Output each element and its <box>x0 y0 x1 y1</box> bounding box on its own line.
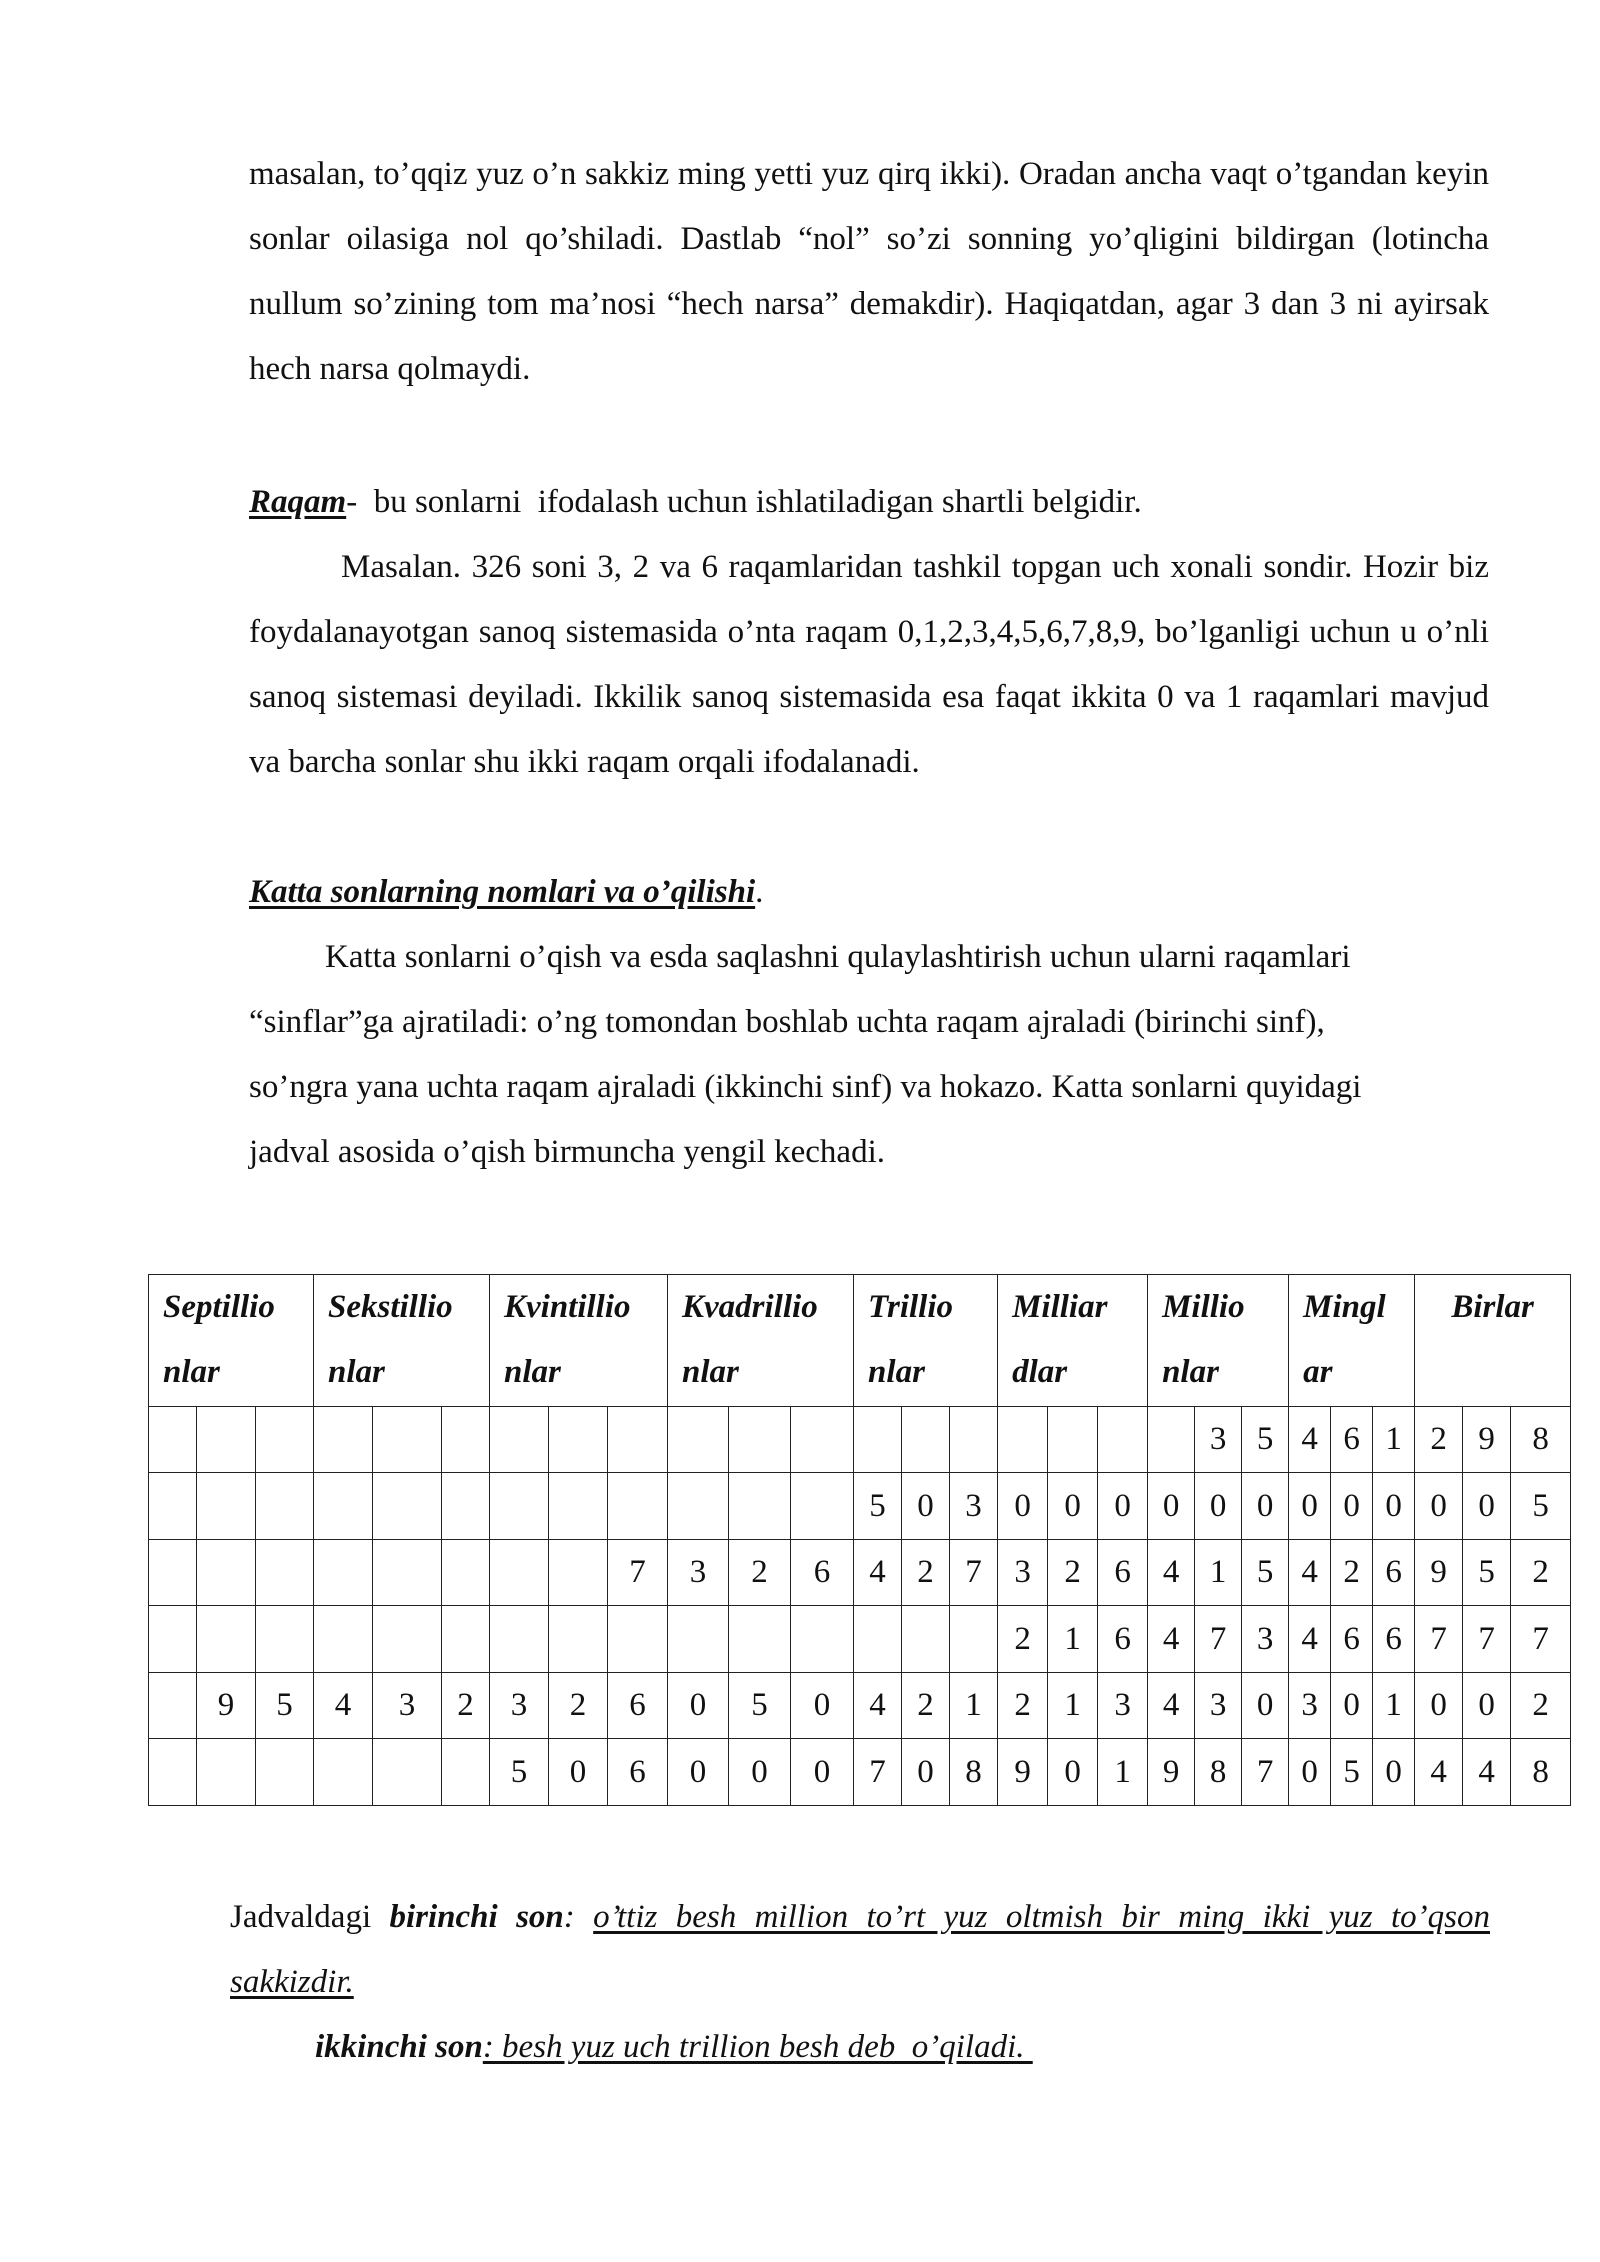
digit-cell: 0 <box>1289 1473 1331 1540</box>
reading-second-number <box>315 2015 1575 2080</box>
paragraph-raqam-definition <box>249 470 1489 535</box>
digit-cell <box>314 1606 373 1673</box>
digit-cell: 2 <box>902 1672 950 1739</box>
digit-cell: 0 <box>668 1739 729 1806</box>
term-raqam-dash: - <box>346 484 358 520</box>
digit-cell: 1 <box>1373 1406 1415 1473</box>
paragraph-katta-sonlar <box>249 925 1419 1185</box>
digit-cell: 3 <box>668 1539 729 1606</box>
class-header-line2: nlar <box>328 1354 385 1390</box>
digit-cell: 0 <box>902 1739 950 1806</box>
digit-cell: 0 <box>668 1672 729 1739</box>
digit-cell: 6 <box>1098 1606 1148 1673</box>
class-header-line1: Kvadrillio <box>682 1289 818 1325</box>
digit-cell <box>668 1606 729 1673</box>
digit-cell <box>549 1606 608 1673</box>
class-header-line2: nlar <box>504 1354 561 1390</box>
reading-first-text: o’ttiz besh million to’rt yuz oltmish bir ming ikki yuz to’qson sakkizdir. <box>230 1899 1490 2000</box>
table-row <box>149 1672 1571 1739</box>
digit-cell <box>902 1606 950 1673</box>
digit-cell <box>442 1539 490 1606</box>
paragraph-nol <box>249 142 1489 402</box>
digit-cell: 0 <box>1373 1473 1415 1540</box>
digit-cell: 7 <box>1463 1606 1511 1673</box>
class-header-line1: Mingl <box>1303 1289 1386 1325</box>
paragraph-katta-sonlar-text: Katta sonlarni o’qish va esda saqlashni qulaylashtirish uchun ularni raqamlari “sinflar”ga ajratiladi: o’ng tomondan boshlab uchta raqam ajraladi (birinchi sinf), so’ngra yana uchta raqam ajraladi (ikkinchi sinf) va hokazo. Katta sonlarni quyidagi jadval asosida o’qish birmuncha yengil kechadi. <box>249 939 1362 1170</box>
digit-cell <box>373 1406 442 1473</box>
class-header-4 <box>854 1275 998 1407</box>
digit-cell: 6 <box>1331 1406 1373 1473</box>
digit-cell <box>149 1406 197 1473</box>
digit-cell: 9 <box>998 1739 1048 1806</box>
class-header-line1: Birlar <box>1451 1289 1534 1325</box>
digit-cell: 0 <box>791 1739 854 1806</box>
class-header-6 <box>1148 1275 1289 1407</box>
digit-cell: 3 <box>950 1473 998 1540</box>
digit-cell: 0 <box>549 1739 608 1806</box>
digit-cell <box>729 1406 791 1473</box>
digit-cell <box>1098 1406 1148 1473</box>
digit-cell: 4 <box>1148 1606 1195 1673</box>
digit-cell <box>791 1606 854 1673</box>
digit-cell: 2 <box>729 1539 791 1606</box>
digit-cell: 4 <box>1289 1539 1331 1606</box>
digit-cell <box>442 1606 490 1673</box>
class-header-line2: dlar <box>1012 1354 1068 1390</box>
section-heading <box>249 860 1489 925</box>
digit-cell: 0 <box>1242 1473 1289 1540</box>
digit-cell <box>197 1539 256 1606</box>
digit-cell <box>490 1606 549 1673</box>
digit-cell: 7 <box>1242 1739 1289 1806</box>
digit-cell: 4 <box>1415 1739 1463 1806</box>
digit-cell: 3 <box>1242 1606 1289 1673</box>
digit-cell: 2 <box>902 1539 950 1606</box>
digit-cell <box>197 1406 256 1473</box>
reading-first-number <box>230 1885 1490 2015</box>
raqam-definition-text: bu sonlarni ifodalash uchun ishlatiladigan shartli belgidir. <box>357 484 1142 520</box>
table-row <box>149 1406 1571 1473</box>
digit-cell <box>490 1406 549 1473</box>
digit-cell: 4 <box>1463 1739 1511 1806</box>
class-header-line1: Millio <box>1162 1289 1245 1325</box>
digit-cell: 0 <box>1463 1672 1511 1739</box>
reading-second-text: : besh yuz uch trillion besh deb o’qiladi. <box>482 2029 1033 2065</box>
class-header-line2: nlar <box>1162 1354 1219 1390</box>
digit-cell: 6 <box>791 1539 854 1606</box>
digit-cell <box>256 1406 314 1473</box>
digit-cell: 1 <box>1048 1672 1098 1739</box>
digit-cell: 0 <box>1048 1473 1098 1540</box>
digit-cell: 8 <box>1511 1739 1571 1806</box>
digit-cell <box>373 1473 442 1540</box>
section-heading-text: Katta sonlarning nomlari va o’qilishi <box>249 874 756 910</box>
digit-cell: 7 <box>608 1539 668 1606</box>
digit-cell <box>373 1539 442 1606</box>
table-row <box>149 1739 1571 1806</box>
digit-cell: 6 <box>1098 1539 1148 1606</box>
digit-cell: 0 <box>729 1739 791 1806</box>
digit-cell <box>1148 1406 1195 1473</box>
digit-cell: 9 <box>1148 1739 1195 1806</box>
digit-cell <box>149 1539 197 1606</box>
digit-cell: 9 <box>1415 1539 1463 1606</box>
digit-cell <box>608 1473 668 1540</box>
digit-cell <box>549 1406 608 1473</box>
table-row <box>149 1606 1571 1673</box>
digit-cell <box>197 1473 256 1540</box>
digit-cell <box>373 1606 442 1673</box>
class-header-line2: nlar <box>682 1354 739 1390</box>
digit-cell: 3 <box>373 1672 442 1739</box>
digit-cell: 3 <box>1098 1672 1148 1739</box>
digit-cell: 5 <box>729 1672 791 1739</box>
digit-cell: 0 <box>1415 1473 1463 1540</box>
digit-cell: 5 <box>854 1473 902 1540</box>
digit-cell: 0 <box>1415 1672 1463 1739</box>
digit-cell <box>608 1606 668 1673</box>
digit-cell: 7 <box>1195 1606 1242 1673</box>
digit-cell: 8 <box>1511 1406 1571 1473</box>
reading-first-lead: Jadvaldagi <box>230 1899 390 1935</box>
digit-cell: 4 <box>854 1539 902 1606</box>
digit-cell <box>950 1406 998 1473</box>
digit-cell <box>442 1739 490 1806</box>
digit-cell: 6 <box>1373 1539 1415 1606</box>
digit-cell: 1 <box>1048 1606 1098 1673</box>
digit-cell: 7 <box>950 1539 998 1606</box>
digit-cell: 1 <box>950 1672 998 1739</box>
term-raqam: Raqam <box>249 484 347 520</box>
digit-cell: 7 <box>1415 1606 1463 1673</box>
digit-cell <box>256 1606 314 1673</box>
digit-cell <box>729 1473 791 1540</box>
digit-cell: 9 <box>1463 1406 1511 1473</box>
digit-cell <box>149 1473 197 1540</box>
digit-cell: 4 <box>1289 1606 1331 1673</box>
digit-cell: 2 <box>998 1606 1048 1673</box>
class-header-2 <box>490 1275 668 1407</box>
digit-cell <box>549 1539 608 1606</box>
digit-cell <box>256 1473 314 1540</box>
digit-cell: 3 <box>490 1672 549 1739</box>
digit-cell <box>490 1539 549 1606</box>
section-heading-dot: . <box>755 874 764 910</box>
digit-cell: 2 <box>1511 1539 1571 1606</box>
digit-cell: 0 <box>1331 1473 1373 1540</box>
class-header-line1: Kvintillio <box>504 1289 631 1325</box>
digit-cell: 5 <box>1242 1539 1289 1606</box>
digit-cell <box>854 1406 902 1473</box>
class-header-line2: ar <box>1303 1354 1333 1390</box>
digit-cell: 1 <box>1195 1539 1242 1606</box>
digit-cell <box>490 1473 549 1540</box>
digit-cell: 0 <box>1242 1672 1289 1739</box>
class-header-3 <box>668 1275 854 1407</box>
table-row <box>149 1473 1571 1540</box>
digit-cell <box>149 1739 197 1806</box>
digit-cell: 4 <box>1148 1672 1195 1739</box>
digit-cell: 5 <box>1242 1406 1289 1473</box>
digit-cell: 2 <box>1331 1539 1373 1606</box>
digit-cell: 0 <box>1289 1739 1331 1806</box>
digit-cell <box>668 1406 729 1473</box>
digit-cell: 6 <box>608 1739 668 1806</box>
table-row <box>149 1539 1571 1606</box>
reading-first-label: birinchi son <box>389 1899 564 1935</box>
digit-cell: 8 <box>1195 1739 1242 1806</box>
digit-cell <box>314 1473 373 1540</box>
digit-cell <box>442 1406 490 1473</box>
digit-cell: 6 <box>1331 1606 1373 1673</box>
digit-cell: 5 <box>256 1672 314 1739</box>
digit-cell: 3 <box>1289 1672 1331 1739</box>
digit-cell <box>902 1406 950 1473</box>
digit-cell: 0 <box>791 1672 854 1739</box>
digit-cell <box>314 1739 373 1806</box>
digit-cell: 1 <box>1373 1672 1415 1739</box>
digit-cell: 0 <box>1373 1739 1415 1806</box>
digit-cell: 0 <box>1048 1739 1098 1806</box>
digit-cell: 2 <box>442 1672 490 1739</box>
digit-cell <box>442 1473 490 1540</box>
digit-cell: 3 <box>1195 1672 1242 1739</box>
digit-cell <box>314 1539 373 1606</box>
digit-cell: 3 <box>998 1539 1048 1606</box>
digit-cell <box>549 1473 608 1540</box>
digit-cell <box>668 1473 729 1540</box>
digit-cell <box>314 1406 373 1473</box>
digit-cell: 9 <box>197 1672 256 1739</box>
digit-cell: 2 <box>549 1672 608 1739</box>
digit-cell <box>950 1606 998 1673</box>
digit-cell: 4 <box>314 1672 373 1739</box>
digit-cell: 2 <box>1511 1672 1571 1739</box>
digit-cell: 5 <box>490 1739 549 1806</box>
digit-cell <box>256 1739 314 1806</box>
digit-cell: 0 <box>1463 1473 1511 1540</box>
digit-cell <box>373 1739 442 1806</box>
digit-cell: 5 <box>1463 1539 1511 1606</box>
paragraph-example-text: Masalan. 326 soni 3, 2 va 6 raqamlaridan tashkil topgan uch xonali sondir. Hozir biz foydalanayotgan sanoq sistemasida o’nta raqam 0,1,2,3,4,5,6,7,8,9, bo’lganligi uchun u o’nli sanoq sistemasi deyiladi. Ikkilik sanoq sistemasida esa faqat ikkita 0 va 1 raqamlari mavjud va barcha sonlar shu ikki raqam orqali ifodalanadi. <box>249 549 1489 780</box>
digit-cell: 6 <box>1373 1606 1415 1673</box>
reading-first-colon: : <box>563 1899 575 1935</box>
digit-cell: 2 <box>998 1672 1048 1739</box>
class-header-1 <box>314 1275 490 1407</box>
digit-cell: 3 <box>1195 1406 1242 1473</box>
class-header-line1: Milliar <box>1012 1289 1108 1325</box>
reading-second-label: ikkinchi son <box>315 2029 483 2065</box>
digit-cell: 0 <box>902 1473 950 1540</box>
table-header-row <box>149 1275 1571 1407</box>
digit-cell: 4 <box>854 1672 902 1739</box>
class-header-line2: nlar <box>163 1354 220 1390</box>
digit-cell <box>149 1672 197 1739</box>
digit-cell <box>729 1606 791 1673</box>
class-header-line1: Sekstillio <box>328 1289 453 1325</box>
digit-cell: 5 <box>1331 1739 1373 1806</box>
number-classes-table <box>148 1274 1571 1806</box>
class-header-line1: Trillio <box>868 1289 953 1325</box>
digit-cell: 6 <box>608 1672 668 1739</box>
digit-cell: 0 <box>998 1473 1048 1540</box>
digit-cell <box>197 1739 256 1806</box>
digit-cell <box>791 1406 854 1473</box>
digit-cell: 0 <box>1195 1473 1242 1540</box>
digit-cell <box>608 1406 668 1473</box>
digit-cell: 7 <box>1511 1606 1571 1673</box>
class-header-line2: nlar <box>868 1354 925 1390</box>
digit-cell <box>197 1606 256 1673</box>
digit-cell <box>998 1406 1048 1473</box>
digit-cell: 0 <box>1148 1473 1195 1540</box>
digit-cell <box>1048 1406 1098 1473</box>
digit-cell: 0 <box>1331 1672 1373 1739</box>
digit-cell: 2 <box>1048 1539 1098 1606</box>
class-header-8 <box>1415 1275 1571 1407</box>
digit-cell <box>256 1539 314 1606</box>
digit-cell: 5 <box>1511 1473 1571 1540</box>
digit-cell: 7 <box>854 1739 902 1806</box>
digit-cell <box>791 1473 854 1540</box>
digit-cell <box>854 1606 902 1673</box>
digit-cell: 4 <box>1289 1406 1331 1473</box>
digit-cell: 2 <box>1415 1406 1463 1473</box>
digit-cell <box>149 1606 197 1673</box>
digit-cell: 8 <box>950 1739 998 1806</box>
class-header-0 <box>149 1275 314 1407</box>
paragraph-example <box>249 535 1489 795</box>
digit-cell: 1 <box>1098 1739 1148 1806</box>
class-header-7 <box>1289 1275 1415 1407</box>
paragraph-nol-text: masalan, to’qqiz yuz o’n sakkiz ming yetti yuz qirq ikki). Oradan ancha vaqt o’tgandan keyin sonlar oilasiga nol qo’shiladi. Dastlab “nol” so’zi sonning yo’qligini bildirgan (lotincha nullum so’zining tom ma’nosi “hech narsa” demakdir). Haqiqatdan, agar 3 dan 3 ni ayirsak hech narsa qolmaydi. <box>249 156 1489 387</box>
digit-cell: 4 <box>1148 1539 1195 1606</box>
class-header-line1: Septillio <box>163 1289 275 1325</box>
class-header-5 <box>998 1275 1148 1407</box>
digit-cell: 0 <box>1098 1473 1148 1540</box>
